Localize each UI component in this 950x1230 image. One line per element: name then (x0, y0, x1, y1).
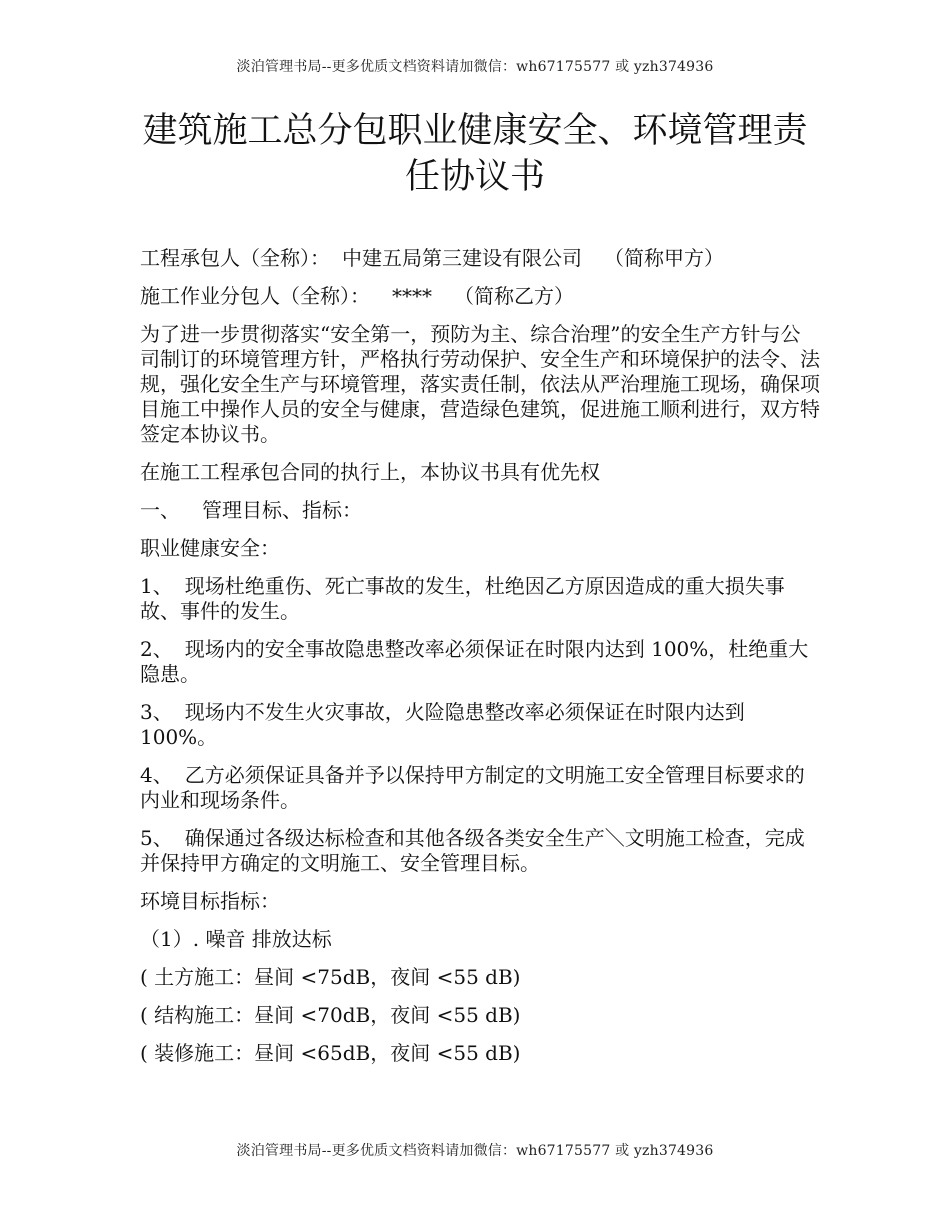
ohs-item-number: 1、 (140, 574, 173, 598)
title-line-1: 建筑施工总分包职业健康安全、环境管理责 (142, 111, 808, 151)
ohs-item-number: 3、 (140, 700, 173, 724)
party-a-short: （简称甲方） (604, 246, 724, 270)
party-b-label: 施工作业分包人（全称）： (140, 284, 370, 308)
footer-watermark-note: 淡泊管理书局--更多优质文档资料请加微信：wh67175577 或 yzh374936 (236, 1143, 714, 1159)
ohs-item (140, 826, 820, 876)
title-line-2: 任协议书 (404, 157, 545, 197)
party-a-name: 中建五局第三建设有限公司 (342, 246, 582, 270)
ohs-item-number: 4、 (140, 763, 173, 787)
document-title (140, 108, 810, 200)
party-b-line (140, 284, 820, 309)
ohs-item-text: 现场内不发生火灾事故，火险隐患整改率必须保证在时限内达到 100%。 (140, 700, 745, 749)
ohs-item (140, 637, 820, 687)
ohs-item-number: 5、 (140, 826, 173, 850)
ohs-item-number: 2、 (140, 637, 173, 661)
section-1-number: 一、 (140, 498, 180, 522)
header-watermark-note: 淡泊管理书局--更多优质文档资料请加微信：wh67175577 或 yzh374936 (236, 59, 714, 75)
party-a-line (140, 246, 820, 271)
ohs-item-text: 确保通过各级达标检查和其他各级各类安全生产＼文明施工检查，完成并保持甲方确定的文明施工、安全管理目标。 (140, 826, 805, 875)
noise-item: ( 土方施工：昼间 <75dB，夜间 <55 dB) (140, 965, 521, 989)
ohs-item (140, 700, 820, 750)
env-heading: 环境目标指标： (140, 889, 280, 913)
intro-paragraph: 为了进一步贯彻落实“安全第一，预防为主、综合治理”的安全生产方针与公司制订的环境管理方针，严格执行劳动保护、安全生产和环境保护的法令、法规，强化安全生产与环境管理，落实责任制，依法从严治理施工现场，确保项目施工中操作人员的安全与健康，营造绿色建筑，促进施工顺利进行，双方特签定本协议书。 (140, 322, 820, 446)
ohs-item (140, 574, 820, 624)
party-a-label: 工程承包人（全称）： (140, 246, 330, 270)
ohs-item-text: 现场内的安全事故隐患整改率必须保证在时限内达到 100%，杜绝重大隐患。 (140, 637, 809, 686)
noise-item: ( 装修施工：昼间 <65dB，夜间 <55 dB) (140, 1041, 521, 1065)
ohs-item-text: 现场杜绝重伤、死亡事故的发生，杜绝因乙方原因造成的重大损失事故、事件的发生。 (140, 574, 785, 623)
noise-heading: （1）. 噪音 排放达标 (140, 927, 332, 951)
ohs-item-text: 乙方必须保证具备并予以保持甲方制定的文明施工安全管理目标要求的内业和现场条件。 (140, 763, 805, 812)
ohs-item (140, 763, 820, 813)
party-b-name: **** (392, 284, 432, 308)
ohs-heading: 职业健康安全： (140, 536, 280, 560)
noise-item: ( 结构施工：昼间 <70dB，夜间 <55 dB) (140, 1003, 521, 1027)
section-1-heading (140, 498, 820, 523)
document-body (140, 246, 820, 1079)
priority-paragraph: 在施工工程承包合同的执行上，本协议书具有优先权 (140, 460, 600, 484)
section-1-title: 管理目标、指标： (202, 498, 362, 522)
party-b-short: （简称乙方） (454, 284, 574, 308)
